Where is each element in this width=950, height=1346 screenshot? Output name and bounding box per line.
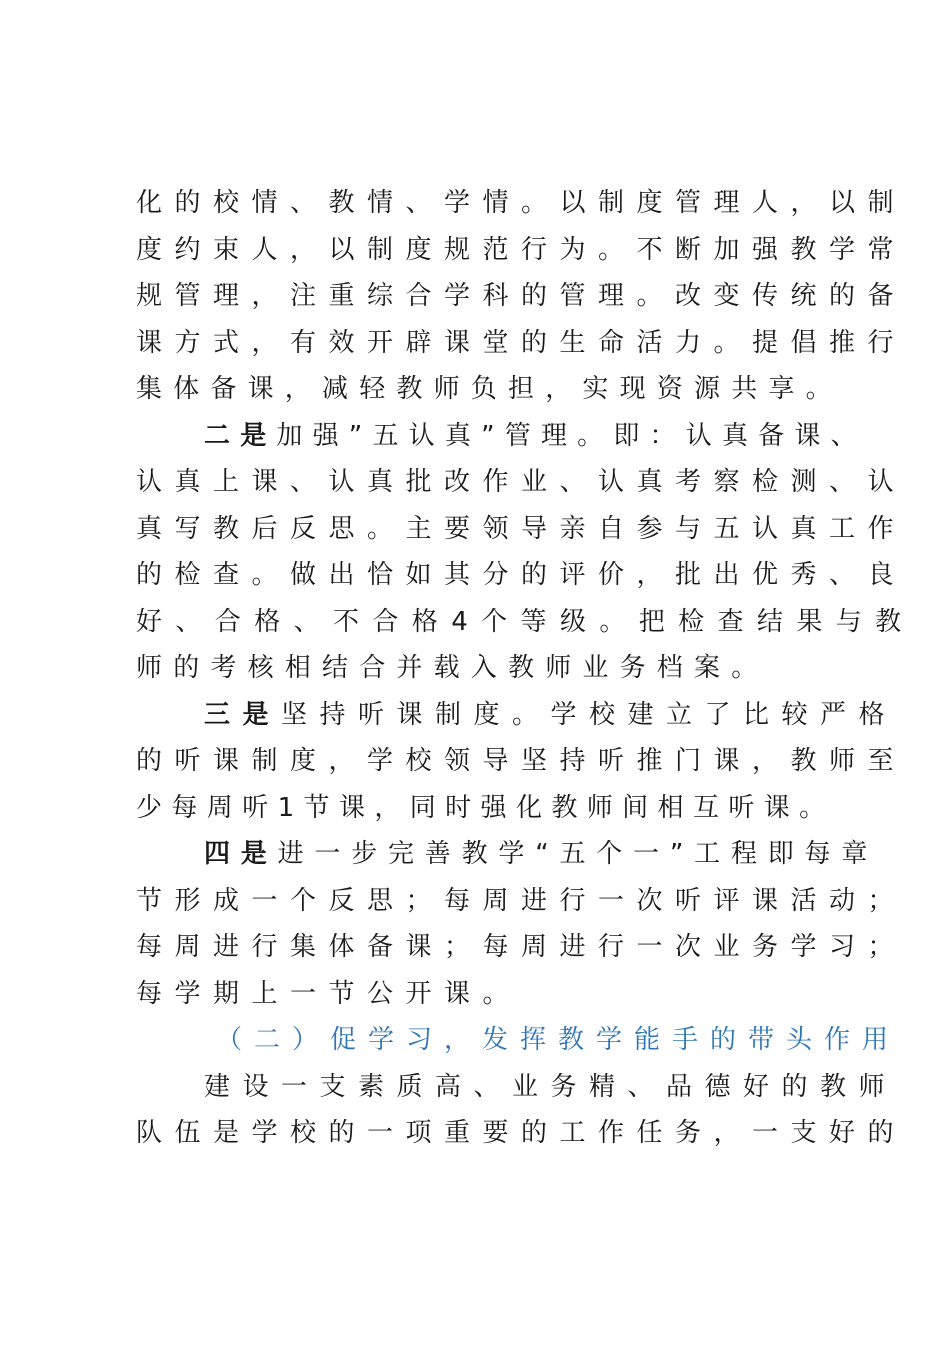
text-line: 认真上课、认真批改作业、认真考察检测、认 bbox=[136, 467, 907, 497]
text-line: 的检查。做出恰如其分的评价，批出优秀、良 bbox=[136, 560, 907, 590]
text-run: 坚持听课制度。学校建立了比较严格 bbox=[281, 699, 898, 730]
paragraph-start bbox=[136, 413, 867, 460]
text-line: 队伍是学校的一项重要的工作任务，一支好的 bbox=[136, 1118, 907, 1148]
text-line: 度约束人，以制度规范行为。不断加强教学常 bbox=[136, 234, 907, 265]
paragraph-lead: 四是 bbox=[204, 839, 278, 869]
text-line: 化的校情、教情、学情。以制度管理人，以制 bbox=[136, 188, 907, 218]
text-line: 节形成一个反思；每周进行一次听评课活动； bbox=[136, 885, 907, 916]
text-line: 的听课制度，学校领导坚持听推门课，教师至 bbox=[136, 746, 907, 776]
text-line: 少每周听1节课，同时强化教师间相互听课。 bbox=[136, 792, 835, 823]
paragraph-start bbox=[136, 692, 898, 739]
text-line: 集体备课，减轻教师负担，实现资源共享。 bbox=[136, 374, 843, 404]
text-run: 进一步完善教学“五个一”工程即每章 bbox=[277, 839, 879, 869]
paragraph-lead: 三是 bbox=[204, 699, 282, 730]
text-line: 课方式，有效开辟课堂的生命活力。提倡推行 bbox=[136, 327, 907, 358]
text-line: 好、合格、不合格4个等级。把检查结果与教 bbox=[136, 606, 915, 637]
paragraph-start bbox=[136, 831, 879, 878]
text-line: 师的考核相结合并载入教师业务档案。 bbox=[136, 653, 769, 683]
text-line: 每周进行集体备课；每周进行一次业务学习； bbox=[136, 932, 907, 962]
text-run: 加强”五认真”管理。即：认真备课、 bbox=[276, 420, 867, 451]
text-line: 每学期上一节公开课。 bbox=[136, 978, 522, 1009]
body-text bbox=[136, 180, 915, 1157]
paragraph-start: 建设一支素质高、业务精、品德好的教师 bbox=[204, 1071, 898, 1102]
text-line: 规管理，注重综合学科的管理。改变传统的备 bbox=[136, 281, 907, 311]
text-line: 真写教后反思。主要领导亲自参与五认真工作 bbox=[136, 513, 907, 544]
paragraph-lead: 二是 bbox=[204, 420, 277, 451]
section-heading: （二）促学习，发挥教学能手的带头作用 bbox=[216, 1025, 901, 1055]
